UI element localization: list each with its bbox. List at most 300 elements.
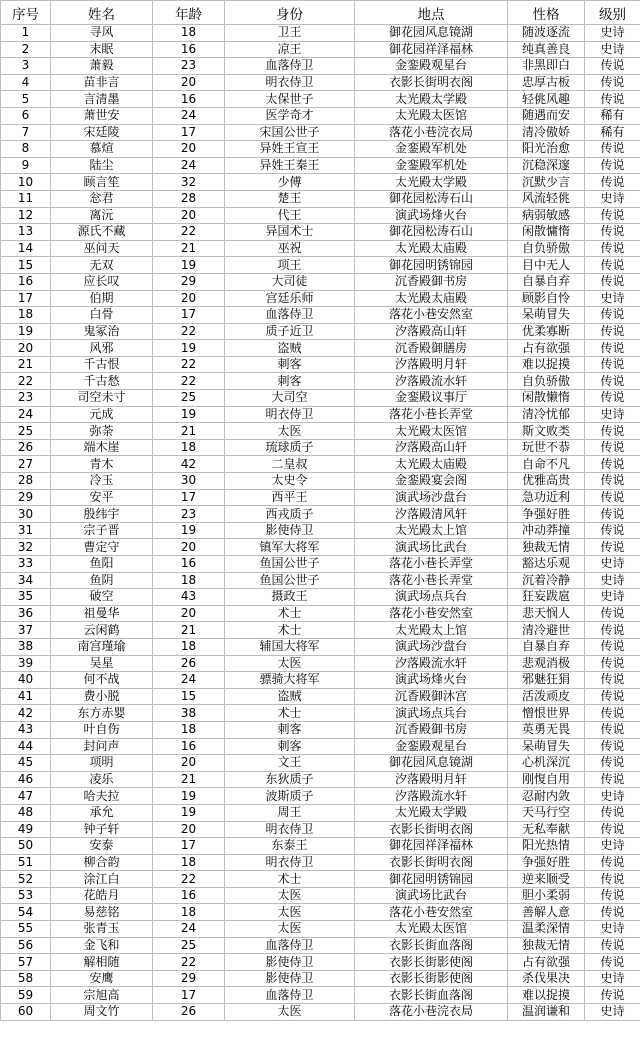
cell-index: 48 bbox=[1, 804, 51, 821]
cell-name: 宋廷陵 bbox=[51, 124, 153, 141]
cell-identity: 医学奇才 bbox=[225, 107, 355, 124]
header-index: 序号 bbox=[1, 1, 51, 25]
cell-personality: 胆小柔弱 bbox=[508, 887, 585, 904]
cell-index: 42 bbox=[1, 705, 51, 722]
cell-personality: 刚愎自用 bbox=[508, 771, 585, 788]
cell-location: 汐落殿流水轩 bbox=[355, 788, 508, 805]
cell-location: 落花小巷长弄堂 bbox=[355, 406, 508, 423]
cell-index: 18 bbox=[1, 307, 51, 324]
cell-location: 太光殿太学殿 bbox=[355, 174, 508, 191]
cell-identity: 质子近卫 bbox=[225, 323, 355, 340]
cell-age: 20 bbox=[153, 755, 225, 772]
cell-rarity: 传说 bbox=[585, 987, 640, 1004]
cell-name: 何不战 bbox=[51, 672, 153, 689]
cell-rarity: 传说 bbox=[585, 738, 640, 755]
cell-identity: 血落侍卫 bbox=[225, 987, 355, 1004]
cell-location: 衣影长街血落阁 bbox=[355, 937, 508, 954]
cell-index: 2 bbox=[1, 41, 51, 58]
cell-age: 19 bbox=[153, 522, 225, 539]
cell-index: 52 bbox=[1, 871, 51, 888]
cell-location: 金銮殿军机处 bbox=[355, 157, 508, 174]
cell-personality: 狂妄跋扈 bbox=[508, 589, 585, 606]
table-row bbox=[1, 605, 640, 622]
cell-age: 24 bbox=[153, 157, 225, 174]
cell-personality: 忍耐内敛 bbox=[508, 788, 585, 805]
cell-personality: 自命不凡 bbox=[508, 456, 585, 473]
table-row bbox=[1, 323, 640, 340]
cell-personality: 自暴自弃 bbox=[508, 638, 585, 655]
cell-index: 9 bbox=[1, 157, 51, 174]
cell-name: 破空 bbox=[51, 589, 153, 606]
cell-index: 56 bbox=[1, 937, 51, 954]
cell-rarity: 传说 bbox=[585, 373, 640, 390]
cell-personality: 闲散懒惰 bbox=[508, 390, 585, 407]
cell-age: 22 bbox=[153, 224, 225, 241]
cell-age: 19 bbox=[153, 340, 225, 357]
table-row bbox=[1, 107, 640, 124]
cell-age: 29 bbox=[153, 273, 225, 290]
cell-index: 15 bbox=[1, 257, 51, 274]
cell-index: 19 bbox=[1, 323, 51, 340]
cell-personality: 急功近利 bbox=[508, 489, 585, 506]
cell-rarity: 传说 bbox=[585, 904, 640, 921]
cell-personality: 优柔寡断 bbox=[508, 323, 585, 340]
cell-age: 18 bbox=[153, 638, 225, 655]
cell-location: 金銮殿观星台 bbox=[355, 58, 508, 75]
cell-age: 24 bbox=[153, 921, 225, 938]
cell-name: 鱼阳 bbox=[51, 556, 153, 573]
table-row bbox=[1, 290, 640, 307]
table-row bbox=[1, 141, 640, 158]
cell-location: 御花园祥泽福林 bbox=[355, 838, 508, 855]
cell-index: 5 bbox=[1, 91, 51, 108]
cell-age: 25 bbox=[153, 937, 225, 954]
table-row bbox=[1, 41, 640, 58]
cell-name: 白骨 bbox=[51, 307, 153, 324]
cell-name: 寻风 bbox=[51, 25, 153, 42]
cell-location: 汐落殿明月轩 bbox=[355, 771, 508, 788]
cell-location: 汐落殿高山轩 bbox=[355, 439, 508, 456]
cell-location: 落花小巷安然室 bbox=[355, 605, 508, 622]
table-row bbox=[1, 473, 640, 490]
cell-identity: 血落侍卫 bbox=[225, 307, 355, 324]
cell-rarity: 传说 bbox=[585, 340, 640, 357]
cell-index: 10 bbox=[1, 174, 51, 191]
cell-index: 33 bbox=[1, 556, 51, 573]
cell-index: 57 bbox=[1, 954, 51, 971]
cell-age: 23 bbox=[153, 506, 225, 523]
cell-personality: 活泼顽皮 bbox=[508, 688, 585, 705]
cell-location: 演武场比武台 bbox=[355, 539, 508, 556]
cell-index: 37 bbox=[1, 622, 51, 639]
cell-age: 22 bbox=[153, 323, 225, 340]
cell-rarity: 史诗 bbox=[585, 921, 640, 938]
cell-name: 哈夫拉 bbox=[51, 788, 153, 805]
table-row bbox=[1, 506, 640, 523]
cell-age: 19 bbox=[153, 406, 225, 423]
cell-identity: 巫祝 bbox=[225, 240, 355, 257]
cell-age: 16 bbox=[153, 887, 225, 904]
table-row bbox=[1, 572, 640, 589]
cell-personality: 英勇无畏 bbox=[508, 721, 585, 738]
cell-location: 太光殿太庙殿 bbox=[355, 240, 508, 257]
cell-age: 20 bbox=[153, 74, 225, 91]
cell-personality: 玩世不恭 bbox=[508, 439, 585, 456]
cell-name: 安泰 bbox=[51, 838, 153, 855]
cell-personality: 斯文败类 bbox=[508, 423, 585, 440]
cell-identity: 楚王 bbox=[225, 190, 355, 207]
cell-index: 30 bbox=[1, 506, 51, 523]
table-row bbox=[1, 589, 640, 606]
cell-index: 6 bbox=[1, 107, 51, 124]
table-row bbox=[1, 406, 640, 423]
cell-location: 汐落殿明月轩 bbox=[355, 356, 508, 373]
cell-identity: 辅国大将军 bbox=[225, 638, 355, 655]
cell-personality: 难以捉摸 bbox=[508, 356, 585, 373]
cell-rarity: 史诗 bbox=[585, 406, 640, 423]
cell-location: 御花园风息镜湖 bbox=[355, 755, 508, 772]
cell-index: 35 bbox=[1, 589, 51, 606]
cell-location: 沉香殿御沐宫 bbox=[355, 688, 508, 705]
cell-age: 17 bbox=[153, 307, 225, 324]
table-row bbox=[1, 356, 640, 373]
cell-index: 4 bbox=[1, 74, 51, 91]
cell-index: 59 bbox=[1, 987, 51, 1004]
cell-name: 鬼冢治 bbox=[51, 323, 153, 340]
cell-personality: 憎恨世界 bbox=[508, 705, 585, 722]
cell-identity: 波斯质子 bbox=[225, 788, 355, 805]
cell-index: 54 bbox=[1, 904, 51, 921]
cell-rarity: 史诗 bbox=[585, 41, 640, 58]
cell-identity: 文王 bbox=[225, 755, 355, 772]
cell-age: 19 bbox=[153, 788, 225, 805]
cell-name: 封问声 bbox=[51, 738, 153, 755]
table-row bbox=[1, 307, 640, 324]
cell-name: 末眠 bbox=[51, 41, 153, 58]
table-row bbox=[1, 539, 640, 556]
cell-rarity: 传说 bbox=[585, 456, 640, 473]
cell-personality: 温润谦和 bbox=[508, 1004, 585, 1021]
cell-name: 冷玉 bbox=[51, 473, 153, 490]
header-rarity: 级别 bbox=[585, 1, 640, 25]
cell-name: 言清墨 bbox=[51, 91, 153, 108]
cell-identity: 太医 bbox=[225, 887, 355, 904]
cell-name: 钟子轩 bbox=[51, 821, 153, 838]
cell-location: 汐落殿流水轩 bbox=[355, 373, 508, 390]
cell-location: 金銮殿宴会阁 bbox=[355, 473, 508, 490]
table-row bbox=[1, 439, 640, 456]
cell-index: 22 bbox=[1, 373, 51, 390]
cell-name: 忩君 bbox=[51, 190, 153, 207]
table-row bbox=[1, 489, 640, 506]
table-row bbox=[1, 390, 640, 407]
cell-name: 鱼阴 bbox=[51, 572, 153, 589]
cell-index: 25 bbox=[1, 423, 51, 440]
table-row bbox=[1, 240, 640, 257]
cell-location: 汐落殿流水轩 bbox=[355, 655, 508, 672]
cell-age: 18 bbox=[153, 721, 225, 738]
cell-index: 24 bbox=[1, 406, 51, 423]
cell-location: 汐落殿清风轩 bbox=[355, 506, 508, 523]
cell-rarity: 传说 bbox=[585, 755, 640, 772]
cell-identity: 太史令 bbox=[225, 473, 355, 490]
cell-identity: 大司空 bbox=[225, 390, 355, 407]
cell-location: 演武场沙盘台 bbox=[355, 638, 508, 655]
cell-index: 7 bbox=[1, 124, 51, 141]
cell-age: 17 bbox=[153, 489, 225, 506]
cell-rarity: 史诗 bbox=[585, 190, 640, 207]
header-location: 地点 bbox=[355, 1, 508, 25]
cell-age: 23 bbox=[153, 58, 225, 75]
cell-index: 23 bbox=[1, 390, 51, 407]
cell-age: 18 bbox=[153, 439, 225, 456]
table-row bbox=[1, 124, 640, 141]
cell-index: 3 bbox=[1, 58, 51, 75]
table-row bbox=[1, 556, 640, 573]
cell-identity: 异姓王宣王 bbox=[225, 141, 355, 158]
cell-age: 19 bbox=[153, 804, 225, 821]
cell-name: 千古愁 bbox=[51, 373, 153, 390]
cell-index: 38 bbox=[1, 638, 51, 655]
cell-age: 22 bbox=[153, 356, 225, 373]
cell-identity: 琉球质子 bbox=[225, 439, 355, 456]
cell-name: 叶自伤 bbox=[51, 721, 153, 738]
cell-location: 演武场比武台 bbox=[355, 887, 508, 904]
cell-location: 衣影长街血落阁 bbox=[355, 987, 508, 1004]
cell-identity: 术士 bbox=[225, 871, 355, 888]
cell-name: 顾言笙 bbox=[51, 174, 153, 191]
cell-location: 衣影长街影使阁 bbox=[355, 970, 508, 987]
cell-identity: 鱼国公世子 bbox=[225, 556, 355, 573]
cell-personality: 占有欲强 bbox=[508, 954, 585, 971]
cell-name: 承允 bbox=[51, 804, 153, 821]
cell-identity: 异姓王秦王 bbox=[225, 157, 355, 174]
cell-name: 无双 bbox=[51, 257, 153, 274]
cell-personality: 病弱敏感 bbox=[508, 207, 585, 224]
cell-identity: 影使侍卫 bbox=[225, 522, 355, 539]
header-age: 年龄 bbox=[153, 1, 225, 25]
table-row bbox=[1, 423, 640, 440]
cell-location: 金銮殿军机处 bbox=[355, 141, 508, 158]
cell-age: 16 bbox=[153, 91, 225, 108]
cell-age: 20 bbox=[153, 605, 225, 622]
cell-name: 萧世安 bbox=[51, 107, 153, 124]
table-row bbox=[1, 1004, 640, 1021]
cell-rarity: 传说 bbox=[585, 207, 640, 224]
cell-personality: 随遇而安 bbox=[508, 107, 585, 124]
cell-location: 太光殿太上馆 bbox=[355, 522, 508, 539]
cell-personality: 温柔深情 bbox=[508, 921, 585, 938]
table-row bbox=[1, 638, 640, 655]
cell-index: 44 bbox=[1, 738, 51, 755]
cell-name: 萧毅 bbox=[51, 58, 153, 75]
cell-location: 御花园明锈锦园 bbox=[355, 257, 508, 274]
cell-rarity: 稀有 bbox=[585, 124, 640, 141]
cell-location: 衣影长街明衣阁 bbox=[355, 821, 508, 838]
cell-index: 17 bbox=[1, 290, 51, 307]
table-row bbox=[1, 58, 640, 75]
cell-name: 东方赤婴 bbox=[51, 705, 153, 722]
cell-age: 32 bbox=[153, 174, 225, 191]
cell-personality: 争强好胜 bbox=[508, 506, 585, 523]
cell-location: 落花小巷安然室 bbox=[355, 307, 508, 324]
cell-age: 21 bbox=[153, 240, 225, 257]
cell-index: 50 bbox=[1, 838, 51, 855]
table-row bbox=[1, 25, 640, 42]
cell-identity: 凉王 bbox=[225, 41, 355, 58]
cell-personality: 争强好胜 bbox=[508, 854, 585, 871]
cell-age: 18 bbox=[153, 25, 225, 42]
cell-name: 南宫瑾瑜 bbox=[51, 638, 153, 655]
cell-rarity: 传说 bbox=[585, 887, 640, 904]
cell-age: 20 bbox=[153, 290, 225, 307]
table-row bbox=[1, 174, 640, 191]
cell-age: 16 bbox=[153, 41, 225, 58]
cell-personality: 优雅高贵 bbox=[508, 473, 585, 490]
cell-index: 40 bbox=[1, 672, 51, 689]
cell-name: 殷纬宇 bbox=[51, 506, 153, 523]
header-row bbox=[1, 1, 640, 25]
cell-location: 衣影长街影使阁 bbox=[355, 954, 508, 971]
cell-name: 金飞和 bbox=[51, 937, 153, 954]
cell-identity: 明衣侍卫 bbox=[225, 854, 355, 871]
table-body bbox=[1, 25, 640, 1021]
table-row bbox=[1, 340, 640, 357]
cell-identity: 二皇叔 bbox=[225, 456, 355, 473]
cell-index: 34 bbox=[1, 572, 51, 589]
cell-age: 24 bbox=[153, 672, 225, 689]
cell-identity: 术士 bbox=[225, 605, 355, 622]
cell-name: 凌乐 bbox=[51, 771, 153, 788]
header-name: 姓名 bbox=[51, 1, 153, 25]
cell-identity: 明衣侍卫 bbox=[225, 74, 355, 91]
cell-age: 21 bbox=[153, 771, 225, 788]
cell-index: 12 bbox=[1, 207, 51, 224]
cell-index: 39 bbox=[1, 655, 51, 672]
cell-identity: 血落侍卫 bbox=[225, 937, 355, 954]
table-row bbox=[1, 91, 640, 108]
cell-rarity: 传说 bbox=[585, 307, 640, 324]
cell-personality: 非黑即白 bbox=[508, 58, 585, 75]
cell-index: 28 bbox=[1, 473, 51, 490]
cell-rarity: 传说 bbox=[585, 705, 640, 722]
cell-personality: 沉着冷静 bbox=[508, 572, 585, 589]
cell-name: 离沅 bbox=[51, 207, 153, 224]
cell-age: 16 bbox=[153, 738, 225, 755]
cell-name: 千古恨 bbox=[51, 356, 153, 373]
cell-index: 47 bbox=[1, 788, 51, 805]
cell-identity: 刺客 bbox=[225, 721, 355, 738]
cell-identity: 卫王 bbox=[225, 25, 355, 42]
cell-age: 42 bbox=[153, 456, 225, 473]
cell-index: 13 bbox=[1, 224, 51, 241]
cell-location: 演武场沙盘台 bbox=[355, 489, 508, 506]
cell-rarity: 传说 bbox=[585, 804, 640, 821]
table-row bbox=[1, 755, 640, 772]
cell-name: 风邪 bbox=[51, 340, 153, 357]
cell-personality: 无私奉献 bbox=[508, 821, 585, 838]
cell-rarity: 传说 bbox=[585, 174, 640, 191]
cell-personality: 杀伐果决 bbox=[508, 970, 585, 987]
cell-rarity: 传说 bbox=[585, 273, 640, 290]
cell-rarity: 史诗 bbox=[585, 838, 640, 855]
cell-personality: 占有欲强 bbox=[508, 340, 585, 357]
cell-rarity: 传说 bbox=[585, 240, 640, 257]
cell-rarity: 史诗 bbox=[585, 970, 640, 987]
cell-rarity: 传说 bbox=[585, 954, 640, 971]
cell-personality: 独裁无情 bbox=[508, 937, 585, 954]
cell-location: 金銮殿观星台 bbox=[355, 738, 508, 755]
cell-name: 青木 bbox=[51, 456, 153, 473]
cell-location: 落花小巷长弄堂 bbox=[355, 556, 508, 573]
cell-age: 29 bbox=[153, 970, 225, 987]
cell-rarity: 传说 bbox=[585, 506, 640, 523]
cell-personality: 阳光热情 bbox=[508, 838, 585, 855]
cell-personality: 闲散慵惰 bbox=[508, 224, 585, 241]
cell-index: 26 bbox=[1, 439, 51, 456]
cell-age: 26 bbox=[153, 655, 225, 672]
cell-age: 15 bbox=[153, 688, 225, 705]
cell-location: 沉香殿御书房 bbox=[355, 721, 508, 738]
cell-index: 31 bbox=[1, 522, 51, 539]
cell-index: 53 bbox=[1, 887, 51, 904]
table-row bbox=[1, 970, 640, 987]
cell-age: 20 bbox=[153, 141, 225, 158]
cell-identity: 异国术士 bbox=[225, 224, 355, 241]
cell-rarity: 传说 bbox=[585, 539, 640, 556]
cell-location: 御花园松涛石山 bbox=[355, 224, 508, 241]
cell-location: 沉香殿御书房 bbox=[355, 273, 508, 290]
cell-location: 太光殿太庙殿 bbox=[355, 456, 508, 473]
cell-index: 1 bbox=[1, 25, 51, 42]
cell-identity: 刺客 bbox=[225, 738, 355, 755]
cell-identity: 术士 bbox=[225, 705, 355, 722]
cell-personality: 风流轻佻 bbox=[508, 190, 585, 207]
table-row bbox=[1, 854, 640, 871]
cell-name: 项明 bbox=[51, 755, 153, 772]
cell-name: 祖曼华 bbox=[51, 605, 153, 622]
table-row bbox=[1, 373, 640, 390]
cell-personality: 呆萌冒失 bbox=[508, 307, 585, 324]
cell-rarity: 传说 bbox=[585, 58, 640, 75]
cell-index: 60 bbox=[1, 1004, 51, 1021]
cell-rarity: 传说 bbox=[585, 688, 640, 705]
cell-rarity: 传说 bbox=[585, 605, 640, 622]
cell-personality: 冲动莽撞 bbox=[508, 522, 585, 539]
table-row bbox=[1, 721, 640, 738]
cell-name: 吴星 bbox=[51, 655, 153, 672]
cell-name: 易慈铭 bbox=[51, 904, 153, 921]
cell-index: 36 bbox=[1, 605, 51, 622]
cell-age: 21 bbox=[153, 622, 225, 639]
cell-name: 费小脱 bbox=[51, 688, 153, 705]
cell-index: 21 bbox=[1, 356, 51, 373]
cell-location: 衣影长街明衣阁 bbox=[355, 854, 508, 871]
cell-personality: 难以捉摸 bbox=[508, 987, 585, 1004]
cell-location: 太光殿太庙殿 bbox=[355, 290, 508, 307]
cell-rarity: 史诗 bbox=[585, 788, 640, 805]
cell-personality: 清冷忧郁 bbox=[508, 406, 585, 423]
cell-age: 30 bbox=[153, 473, 225, 490]
cell-personality: 顾影自怜 bbox=[508, 290, 585, 307]
cell-personality: 天马行空 bbox=[508, 804, 585, 821]
cell-name: 解相随 bbox=[51, 954, 153, 971]
cell-rarity: 传说 bbox=[585, 489, 640, 506]
cell-rarity: 传说 bbox=[585, 871, 640, 888]
cell-name: 云闲鹤 bbox=[51, 622, 153, 639]
cell-index: 46 bbox=[1, 771, 51, 788]
cell-index: 45 bbox=[1, 755, 51, 772]
